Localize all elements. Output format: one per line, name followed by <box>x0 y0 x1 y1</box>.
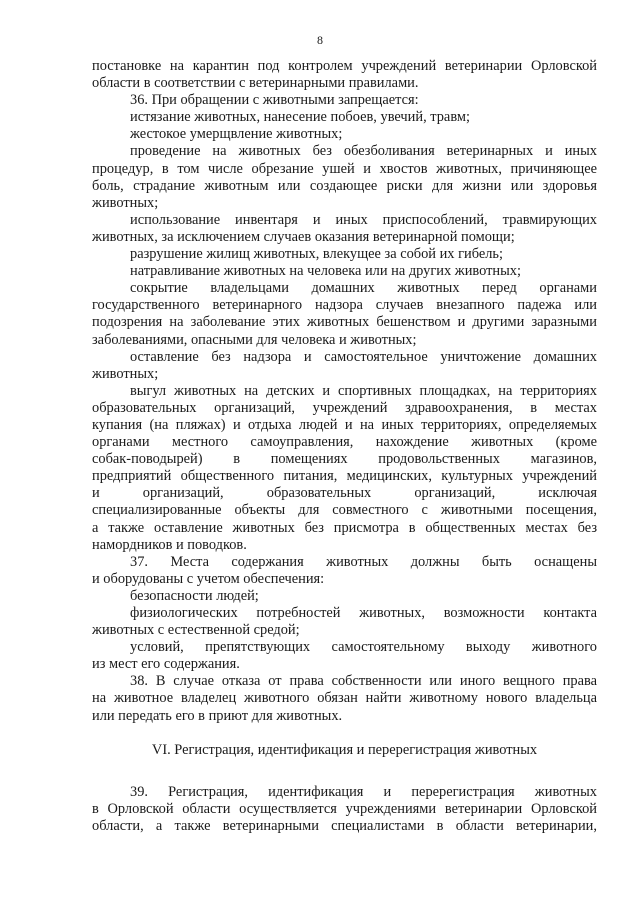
text-line: выгул животных на детских и спортивных площадках, на территориях <box>130 382 597 399</box>
text-line: оставление без надзора и самостоятельное уничтожение домашних <box>130 348 597 365</box>
text-line: безопасности людей; <box>130 587 259 604</box>
text-line: из мест его содержания. <box>92 656 240 673</box>
text-line: заболеваниями, опасными для человека и животных; <box>92 331 417 348</box>
text-line: животных; <box>92 194 159 211</box>
text-line: и оборудованы с учетом обеспечения: <box>92 570 325 587</box>
text-line: образовательных организаций, учреждений здравоохранения, в местах <box>92 399 597 416</box>
text-line: животных; <box>92 365 159 382</box>
text-line: натравливание животных на человека или на других животных; <box>130 263 521 280</box>
text-line: сокрытие владельцами домашних животных перед органами <box>130 280 597 297</box>
text-line: боль, страдание животным или создающее риски для жизни или здоровья <box>92 177 597 194</box>
text-line: на животное владелец животного обязан найти животному нового владельца <box>92 690 597 707</box>
text-line: использование инвентаря и иных приспособлений, травмирующих <box>130 211 597 228</box>
text-line: 38. В случае отказа от права собственности или иного вещного права <box>130 673 597 690</box>
text-line: условий, препятствующих самостоятельному выходу животного <box>130 639 597 656</box>
text-line: разрушение жилищ животных, влекущее за собой их гибель; <box>130 246 503 263</box>
text-line: и организаций, образовательных организаций, исключая <box>92 485 597 502</box>
page-number: 8 <box>317 33 323 47</box>
text-line: истязание животных, нанесение побоев, увечий, травм; <box>130 109 470 126</box>
text-line: животных, за исключением случаев оказания ветеринарной помощи; <box>92 228 515 245</box>
text-line: физиологических потребностей животных, возможности контакта <box>130 605 597 621</box>
text-line: постановке на карантин под контролем учреждений ветеринарии Орловской <box>92 58 597 74</box>
text-line: собак-поводырей) в помещениях продовольственных магазинов, <box>92 451 597 468</box>
text-line: 36. При обращении с животными запрещается: <box>130 92 419 109</box>
text-line: животных с естественной средой; <box>92 622 300 639</box>
text-line: 37. Места содержания животных должны быть оснащены <box>130 553 597 570</box>
text-line: или передать его в приют для животных. <box>92 707 343 724</box>
text-line: государственного ветеринарного надзора случаев внезапного падежа или <box>92 297 597 314</box>
text-line: области в соответствии с ветеринарными правилами. <box>92 75 419 92</box>
text-line: в Орловской области осуществляется учреждениями ветеринарии Орловской <box>92 800 597 817</box>
text-line: купания (на пляжах) и отдыха людей и на иных территориях, определяемых <box>92 416 597 433</box>
text-line: специализированные объекты для совместного с животными посещения, <box>92 502 597 519</box>
text-line: органами местного самоуправления, нахождение животных (кроме <box>92 434 597 451</box>
text-line: жестокое умерщвление животных; <box>130 126 343 143</box>
section-heading: VI. Регистрация, идентификация и перерегистрация животных <box>151 741 538 758</box>
text-line: предприятий общественного питания, медицинских, культурных учреждений <box>92 468 597 485</box>
text-line: области, а также ветеринарными специалистами в области ветеринарии, <box>92 817 597 834</box>
text-line: подозрения на заболевание этих животных бешенством и другими заразными <box>92 314 597 331</box>
text-line: проведение на животных без обезболивания ветеринарных и иных <box>130 143 597 160</box>
text-line: процедур, в том числе обрезание ушей и хвостов животных, причиняющее <box>92 160 597 177</box>
text-line: а также оставление животных без присмотра в общественных местах без <box>92 519 597 536</box>
document-body <box>92 58 597 835</box>
text-line: намордников и поводков. <box>92 536 247 553</box>
text-line: 39. Регистрация, идентификация и перерегистрация животных <box>130 783 597 800</box>
